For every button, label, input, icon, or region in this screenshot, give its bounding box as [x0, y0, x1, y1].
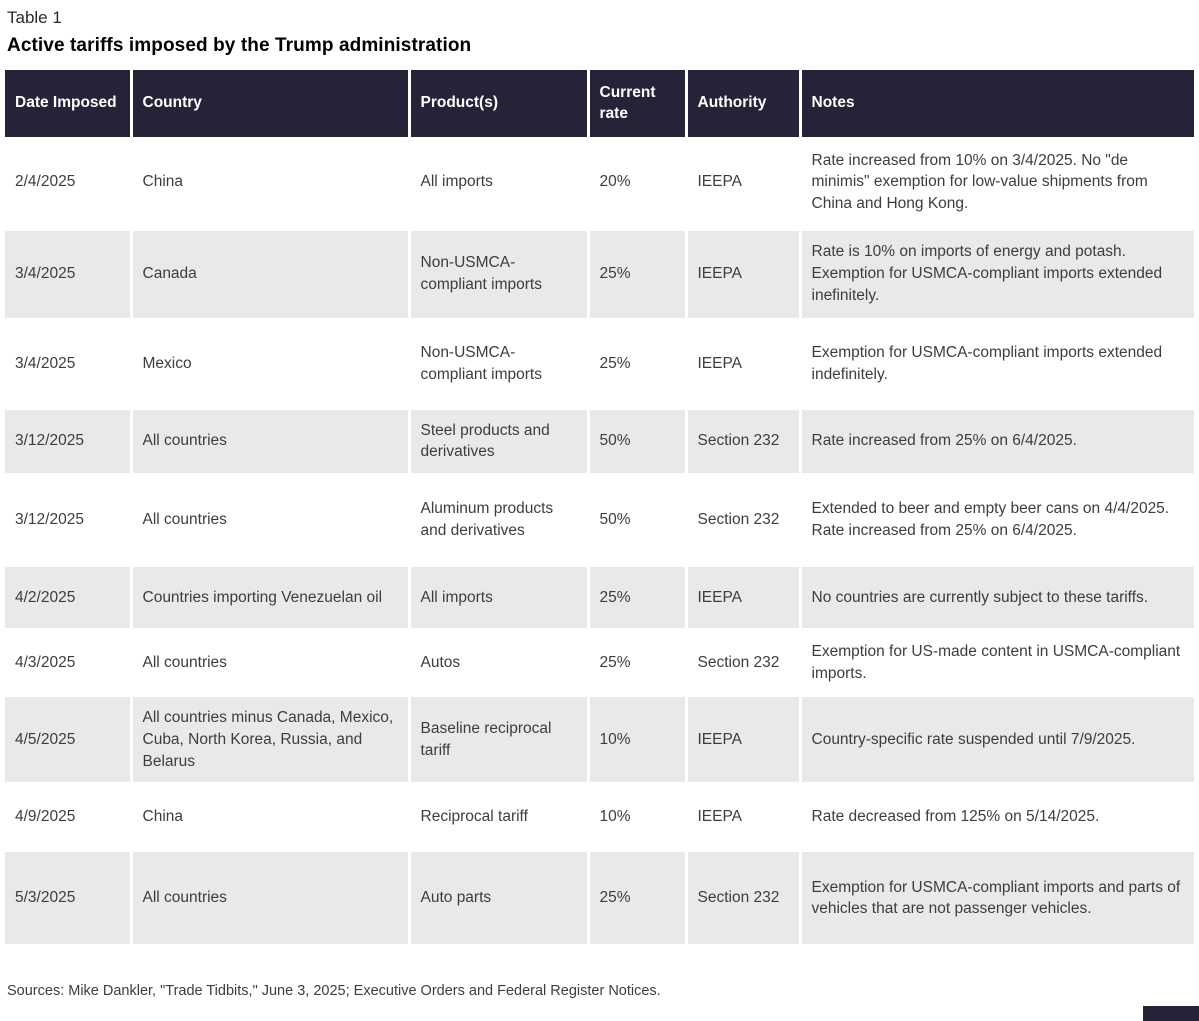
- cell-date: 5/3/2025: [5, 851, 131, 946]
- cell-notes: Country-specific rate suspended until 7/9/2025.: [800, 696, 1194, 784]
- cell-date: 3/12/2025: [5, 474, 131, 565]
- cell-authority: IEEPA: [686, 229, 800, 319]
- cell-products: Non-USMCA-compliant imports: [409, 319, 588, 408]
- cell-rate: 20%: [588, 137, 686, 229]
- cell-country: All countries: [131, 474, 409, 565]
- cell-rate: 10%: [588, 784, 686, 851]
- cell-products: Non-USMCA-compliant imports: [409, 229, 588, 319]
- cell-authority: IEEPA: [686, 319, 800, 408]
- cell-products: Aluminum products and derivatives: [409, 474, 588, 565]
- table-row: [5, 696, 1194, 784]
- cell-date: 4/3/2025: [5, 629, 131, 695]
- cell-date: 3/4/2025: [5, 319, 131, 408]
- cell-date: 3/4/2025: [5, 229, 131, 319]
- cell-notes: Exemption for USMCA-compliant imports extended indefinitely.: [800, 319, 1194, 408]
- cell-rate: 25%: [588, 229, 686, 319]
- cell-products: Steel products and derivatives: [409, 408, 588, 474]
- cell-products: All imports: [409, 137, 588, 229]
- column-header-date-imposed: Date Imposed: [5, 70, 131, 137]
- cell-country: All countries minus Canada, Mexico, Cuba, North Korea, Russia, and Belarus: [131, 696, 409, 784]
- table-row: [5, 629, 1194, 695]
- sources-note: Sources: Mike Dankler, "Trade Tidbits," June 3, 2025; Executive Orders and Federal Register Notices.: [7, 983, 661, 1000]
- cell-country: Countries importing Venezuelan oil: [131, 565, 409, 629]
- cell-rate: 10%: [588, 696, 686, 784]
- table-row: [5, 784, 1194, 851]
- cell-notes: Rate is 10% on imports of energy and potash. Exemption for USMCA-compliant imports extended inefinitely.: [800, 229, 1194, 319]
- cell-rate: 25%: [588, 565, 686, 629]
- column-header-authority: Authority: [686, 70, 800, 137]
- cell-date: 3/12/2025: [5, 408, 131, 474]
- header-row: [5, 70, 1194, 137]
- cell-country: All countries: [131, 408, 409, 474]
- cell-country: Mexico: [131, 319, 409, 408]
- cell-country: All countries: [131, 629, 409, 695]
- table-row: [5, 408, 1194, 474]
- column-header-current-rate: Current rate: [588, 70, 686, 137]
- cell-notes: Exemption for US-made content in USMCA-compliant imports.: [800, 629, 1194, 695]
- cell-notes: Rate decreased from 125% on 5/14/2025.: [800, 784, 1194, 851]
- cell-rate: 50%: [588, 408, 686, 474]
- table-row: [5, 474, 1194, 565]
- cell-notes: Rate increased from 25% on 6/4/2025.: [800, 408, 1194, 474]
- cell-country: China: [131, 784, 409, 851]
- cell-rate: 25%: [588, 319, 686, 408]
- table-row: [5, 229, 1194, 319]
- tariffs-table: [5, 70, 1194, 947]
- cell-products: All imports: [409, 565, 588, 629]
- cell-date: 4/2/2025: [5, 565, 131, 629]
- cell-products: Reciprocal tariff: [409, 784, 588, 851]
- table-label: Table 1: [7, 8, 62, 27]
- cell-authority: IEEPA: [686, 137, 800, 229]
- cell-authority: IEEPA: [686, 696, 800, 784]
- column-header-notes: Notes: [800, 70, 1194, 137]
- cell-products: Autos: [409, 629, 588, 695]
- cell-rate: 25%: [588, 851, 686, 946]
- cell-products: Baseline reciprocal tariff: [409, 696, 588, 784]
- cell-notes: Extended to beer and empty beer cans on 4/4/2025. Rate increased from 25% on 6/4/2025.: [800, 474, 1194, 565]
- cell-authority: IEEPA: [686, 784, 800, 851]
- column-header-country: Country: [131, 70, 409, 137]
- cell-country: China: [131, 137, 409, 229]
- cell-authority: Section 232: [686, 629, 800, 695]
- cell-date: 4/9/2025: [5, 784, 131, 851]
- cell-notes: No countries are currently subject to these tariffs.: [800, 565, 1194, 629]
- cell-authority: Section 232: [686, 474, 800, 565]
- page-title: Active tariffs imposed by the Trump administration: [7, 35, 472, 56]
- cell-country: All countries: [131, 851, 409, 946]
- table-row: [5, 565, 1194, 629]
- cell-authority: IEEPA: [686, 565, 800, 629]
- cell-authority: Section 232: [686, 408, 800, 474]
- cell-date: 2/4/2025: [5, 137, 131, 229]
- table-row: [5, 137, 1194, 229]
- cell-rate: 50%: [588, 474, 686, 565]
- column-header-products: Product(s): [409, 70, 588, 137]
- cell-products: Auto parts: [409, 851, 588, 946]
- table-row: [5, 319, 1194, 408]
- cell-authority: Section 232: [686, 851, 800, 946]
- cell-rate: 25%: [588, 629, 686, 695]
- cell-notes: Rate increased from 10% on 3/4/2025. No "de minimis" exemption for low-value shipments from China and Hong Kong.: [800, 137, 1194, 229]
- table-row: [5, 851, 1194, 946]
- corner-brand-mark: [1143, 1006, 1199, 1021]
- cell-notes: Exemption for USMCA-compliant imports and parts of vehicles that are not passenger vehicles.: [800, 851, 1194, 946]
- cell-date: 4/5/2025: [5, 696, 131, 784]
- cell-country: Canada: [131, 229, 409, 319]
